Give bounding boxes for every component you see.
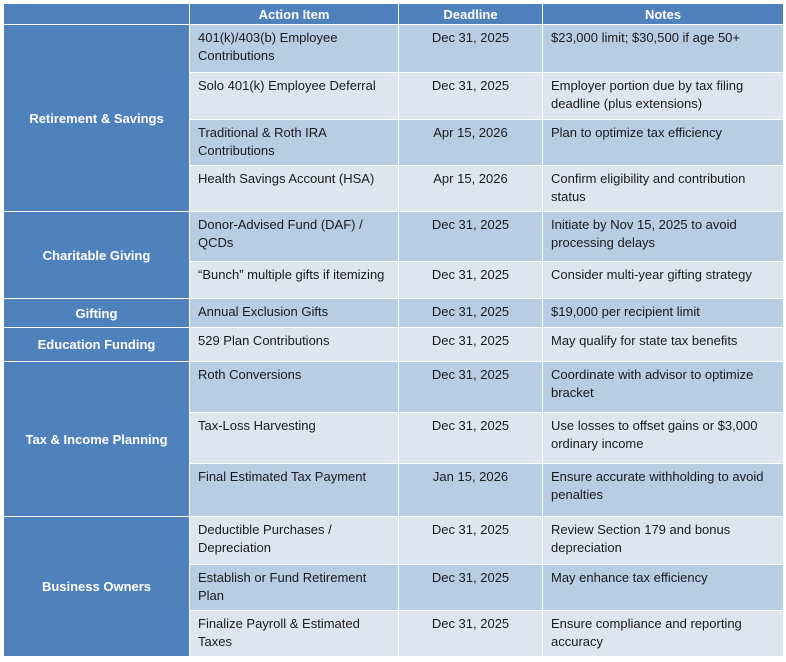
action-item: 401(k)/403(b) Employee Contributions [190, 25, 399, 73]
category-education: Education Funding [4, 328, 190, 362]
deadline: Dec 31, 2025 [399, 362, 543, 413]
category-charitable: Charitable Giving [4, 212, 190, 299]
notes: $23,000 limit; $30,500 if age 50+ [543, 25, 784, 73]
header-category [4, 4, 190, 25]
table-row [4, 517, 784, 565]
notes: Consider multi-year gifting strategy [543, 262, 784, 299]
table-row [4, 328, 784, 362]
notes: Use losses to offset gains or $3,000 ordinary income [543, 413, 784, 464]
notes: May qualify for state tax benefits [543, 328, 784, 362]
action-item: Traditional & Roth IRA Contributions [190, 120, 399, 166]
deadline: Dec 31, 2025 [399, 73, 543, 120]
header-row [4, 4, 784, 25]
action-item: 529 Plan Contributions [190, 328, 399, 362]
action-item: Roth Conversions [190, 362, 399, 413]
deadline: Dec 31, 2025 [399, 212, 543, 262]
action-item: Finalize Payroll & Estimated Taxes [190, 611, 399, 657]
notes: Coordinate with advisor to optimize bracket [543, 362, 784, 413]
deadline: Dec 31, 2025 [399, 565, 543, 611]
table-row [4, 25, 784, 73]
header-action-item: Action Item [190, 4, 399, 25]
deadline: Dec 31, 2025 [399, 25, 543, 73]
deadline: Dec 31, 2025 [399, 328, 543, 362]
action-item: Annual Exclusion Gifts [190, 299, 399, 328]
planning-table [3, 3, 784, 657]
category-business: Business Owners [4, 517, 190, 657]
table-row [4, 362, 784, 413]
notes: $19,000 per recipient limit [543, 299, 784, 328]
deadline: Apr 15, 2026 [399, 120, 543, 166]
header-deadline: Deadline [399, 4, 543, 25]
table-row [4, 299, 784, 328]
notes: Plan to optimize tax efficiency [543, 120, 784, 166]
notes: Ensure compliance and reporting accuracy [543, 611, 784, 657]
header-notes: Notes [543, 4, 784, 25]
category-retirement: Retirement & Savings [4, 25, 190, 212]
notes: Ensure accurate withholding to avoid penalties [543, 464, 784, 517]
action-item: Tax-Loss Harvesting [190, 413, 399, 464]
notes: Review Section 179 and bonus depreciation [543, 517, 784, 565]
action-item: Donor-Advised Fund (DAF) / QCDs [190, 212, 399, 262]
category-tax: Tax & Income Planning [4, 362, 190, 517]
action-item: Deductible Purchases / Depreciation [190, 517, 399, 565]
action-item: Solo 401(k) Employee Deferral [190, 73, 399, 120]
notes: Confirm eligibility and contribution status [543, 166, 784, 212]
action-item: Establish or Fund Retirement Plan [190, 565, 399, 611]
deadline: Dec 31, 2025 [399, 299, 543, 328]
deadline: Apr 15, 2026 [399, 166, 543, 212]
deadline: Dec 31, 2025 [399, 517, 543, 565]
action-item: Final Estimated Tax Payment [190, 464, 399, 517]
notes: Initiate by Nov 15, 2025 to avoid processing delays [543, 212, 784, 262]
category-gifting: Gifting [4, 299, 190, 328]
table-row [4, 212, 784, 262]
deadline: Jan 15, 2026 [399, 464, 543, 517]
action-item: Health Savings Account (HSA) [190, 166, 399, 212]
deadline: Dec 31, 2025 [399, 611, 543, 657]
notes: May enhance tax efficiency [543, 565, 784, 611]
deadline: Dec 31, 2025 [399, 413, 543, 464]
notes: Employer portion due by tax filing deadline (plus extensions) [543, 73, 784, 120]
action-item: “Bunch” multiple gifts if itemizing [190, 262, 399, 299]
deadline: Dec 31, 2025 [399, 262, 543, 299]
